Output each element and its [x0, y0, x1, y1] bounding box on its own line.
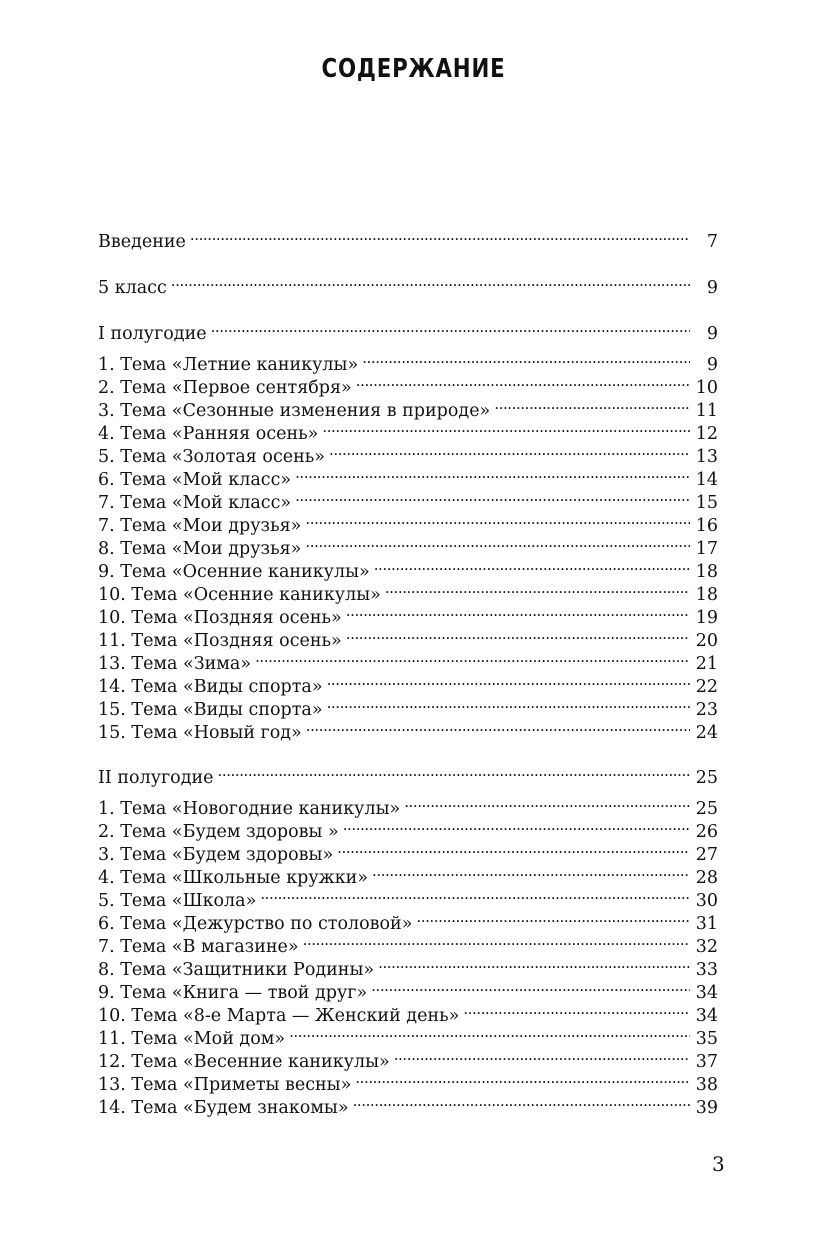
toc-entry-page: 18 — [695, 585, 718, 605]
toc-entry-page: 25 — [695, 768, 718, 788]
table-of-contents — [98, 224, 718, 1118]
toc-entry-page: 13 — [695, 447, 718, 467]
dot-leader — [305, 508, 690, 531]
toc-entry-label: 13. Тема «Зима» — [98, 654, 252, 674]
toc-entry-page: 12 — [695, 424, 718, 444]
dot-leader — [327, 692, 690, 715]
dot-leader — [346, 600, 690, 623]
toc-entry-page: 16 — [695, 516, 718, 536]
dot-leader — [343, 814, 690, 837]
toc-entry-page: 30 — [695, 891, 718, 911]
dot-leader — [463, 998, 690, 1021]
toc-entry-page: 10 — [695, 378, 718, 398]
toc-entry-label: 7. Тема «Мои друзья» — [98, 516, 302, 536]
dot-leader — [295, 462, 690, 485]
toc-entry-label: 10. Тема «8-е Марта — Женский день» — [98, 1006, 460, 1026]
toc-section-half1[interactable] — [98, 316, 718, 344]
dot-leader — [372, 860, 690, 883]
toc-list-half2 — [98, 791, 718, 1118]
dot-leader — [329, 439, 690, 462]
toc-entry-label: II полугодие — [98, 768, 214, 788]
dot-leader — [218, 760, 690, 783]
toc-entry-label: 1. Тема «Новогодние каникулы» — [98, 799, 401, 819]
dot-leader — [190, 224, 690, 247]
toc-entry-label: 7. Тема «В магазине» — [98, 937, 299, 957]
toc-entry-page: 35 — [695, 1029, 718, 1049]
toc-entry-label: 9. Тема «Осенние каникулы» — [98, 562, 370, 582]
dot-leader — [295, 485, 690, 508]
dot-leader — [327, 669, 690, 692]
toc-entry-label: 9. Тема «Книга — твой друг» — [98, 983, 368, 1003]
toc-entry-page: 24 — [695, 723, 718, 743]
dot-leader — [305, 531, 690, 554]
dot-leader — [306, 715, 690, 738]
toc-entry-label: 13. Тема «Приметы весны» — [98, 1075, 352, 1095]
dot-leader — [378, 952, 690, 975]
toc-entry-label: 15. Тема «Виды спорта» — [98, 700, 323, 720]
dot-leader — [346, 623, 690, 646]
toc-entry-page: 27 — [695, 845, 718, 865]
toc-list-half1 — [98, 347, 718, 743]
toc-entry-label: 1. Тема «Летние каникулы» — [98, 355, 359, 375]
dot-leader — [385, 577, 690, 600]
dot-leader — [322, 416, 690, 439]
dot-leader — [171, 270, 690, 293]
toc-entry-page: 20 — [695, 631, 718, 651]
toc-entry-label: 5. Тема «Школа» — [98, 891, 257, 911]
toc-entry-label: 14. Тема «Виды спорта» — [98, 677, 323, 697]
toc-entry-label: 4. Тема «Ранняя осень» — [98, 424, 319, 444]
toc-entry-page: 34 — [695, 1006, 718, 1026]
dot-leader — [362, 347, 690, 370]
toc-entry-page: 32 — [695, 937, 718, 957]
toc-entry-label: 7. Тема «Мой класс» — [98, 493, 292, 513]
dot-leader — [374, 554, 690, 577]
toc-entry-page: 19 — [695, 608, 718, 628]
toc-entry-page: 9 — [706, 355, 718, 375]
toc-entry-label: I полугодие — [98, 324, 207, 344]
toc-entry-label: 8. Тема «Мои друзья» — [98, 539, 302, 559]
toc-entry-grade[interactable] — [98, 270, 718, 298]
toc-entry-page: 11 — [695, 401, 718, 421]
toc-entry-page: 14 — [695, 470, 718, 490]
toc-entry-page: 7 — [706, 232, 718, 252]
dot-leader — [353, 1090, 690, 1113]
toc-section-half2[interactable] — [98, 760, 718, 788]
toc-entry-page: 34 — [695, 983, 718, 1003]
dot-leader — [337, 837, 690, 860]
dot-leader — [371, 975, 690, 998]
dot-leader — [356, 370, 690, 393]
toc-entry-label: 12. Тема «Весенние каникулы» — [98, 1052, 390, 1072]
toc-entry-label: 3. Тема «Будем здоровы» — [98, 845, 334, 865]
toc-entry-page: 9 — [706, 324, 718, 344]
toc-entry-label: 6. Тема «Дежурство по столовой» — [98, 914, 413, 934]
page-number: 3 — [712, 1152, 725, 1176]
dot-leader — [303, 929, 690, 952]
toc-entry-label: 11. Тема «Мой дом» — [98, 1029, 286, 1049]
toc-entry-page: 25 — [695, 799, 718, 819]
dot-leader — [211, 316, 690, 339]
toc-entry-page: 22 — [695, 677, 718, 697]
toc-entry-label: 5 класс — [98, 278, 167, 298]
dot-leader — [494, 393, 690, 416]
dot-leader — [404, 791, 690, 814]
toc-entry-page: 9 — [706, 278, 718, 298]
dot-leader — [416, 906, 690, 929]
toc-entry-label: 6. Тема «Мой класс» — [98, 470, 292, 490]
dot-leader — [394, 1044, 690, 1067]
toc-entry[interactable] — [98, 347, 718, 375]
toc-entry-intro[interactable] — [98, 224, 718, 252]
page-title: СОДЕРЖАНИЕ — [321, 54, 506, 84]
dot-leader — [289, 1021, 690, 1044]
toc-entry-label: 2. Тема «Будем здоровы » — [98, 822, 339, 842]
toc-entry-page: 28 — [695, 868, 718, 888]
toc-entry-label: 2. Тема «Первое сентября» — [98, 378, 352, 398]
toc-entry-page: 39 — [695, 1098, 718, 1118]
dot-leader — [255, 646, 690, 669]
toc-entry-page: 38 — [695, 1075, 718, 1095]
toc-entry-page: 18 — [695, 562, 718, 582]
toc-entry-label: 10. Тема «Поздняя осень» — [98, 608, 342, 628]
toc-entry-label: 3. Тема «Сезонные изменения в природе» — [98, 401, 491, 421]
toc-entry-page: 21 — [695, 654, 718, 674]
toc-entry-label: Введение — [98, 232, 186, 252]
toc-entry-page: 37 — [695, 1052, 718, 1072]
toc-entry-label: 11. Тема «Поздняя осень» — [98, 631, 342, 651]
toc-entry-page: 26 — [695, 822, 718, 842]
toc-entry-page: 23 — [695, 700, 718, 720]
toc-entry[interactable] — [98, 791, 718, 819]
dot-leader — [355, 1067, 690, 1090]
dot-leader — [260, 883, 690, 906]
toc-entry-label: 5. Тема «Золотая осень» — [98, 447, 326, 467]
toc-entry-page: 15 — [695, 493, 718, 513]
toc-entry-label: 4. Тема «Школьные кружки» — [98, 868, 369, 888]
toc-entry-page: 31 — [695, 914, 718, 934]
toc-entry-page: 33 — [695, 960, 718, 980]
toc-entry-page: 17 — [695, 539, 718, 559]
toc-entry-label: 8. Тема «Защитники Родины» — [98, 960, 375, 980]
toc-entry-label: 15. Тема «Новый год» — [98, 723, 302, 743]
toc-entry-label: 14. Тема «Будем знакомы» — [98, 1098, 349, 1118]
toc-entry-label: 10. Тема «Осенние каникулы» — [98, 585, 381, 605]
